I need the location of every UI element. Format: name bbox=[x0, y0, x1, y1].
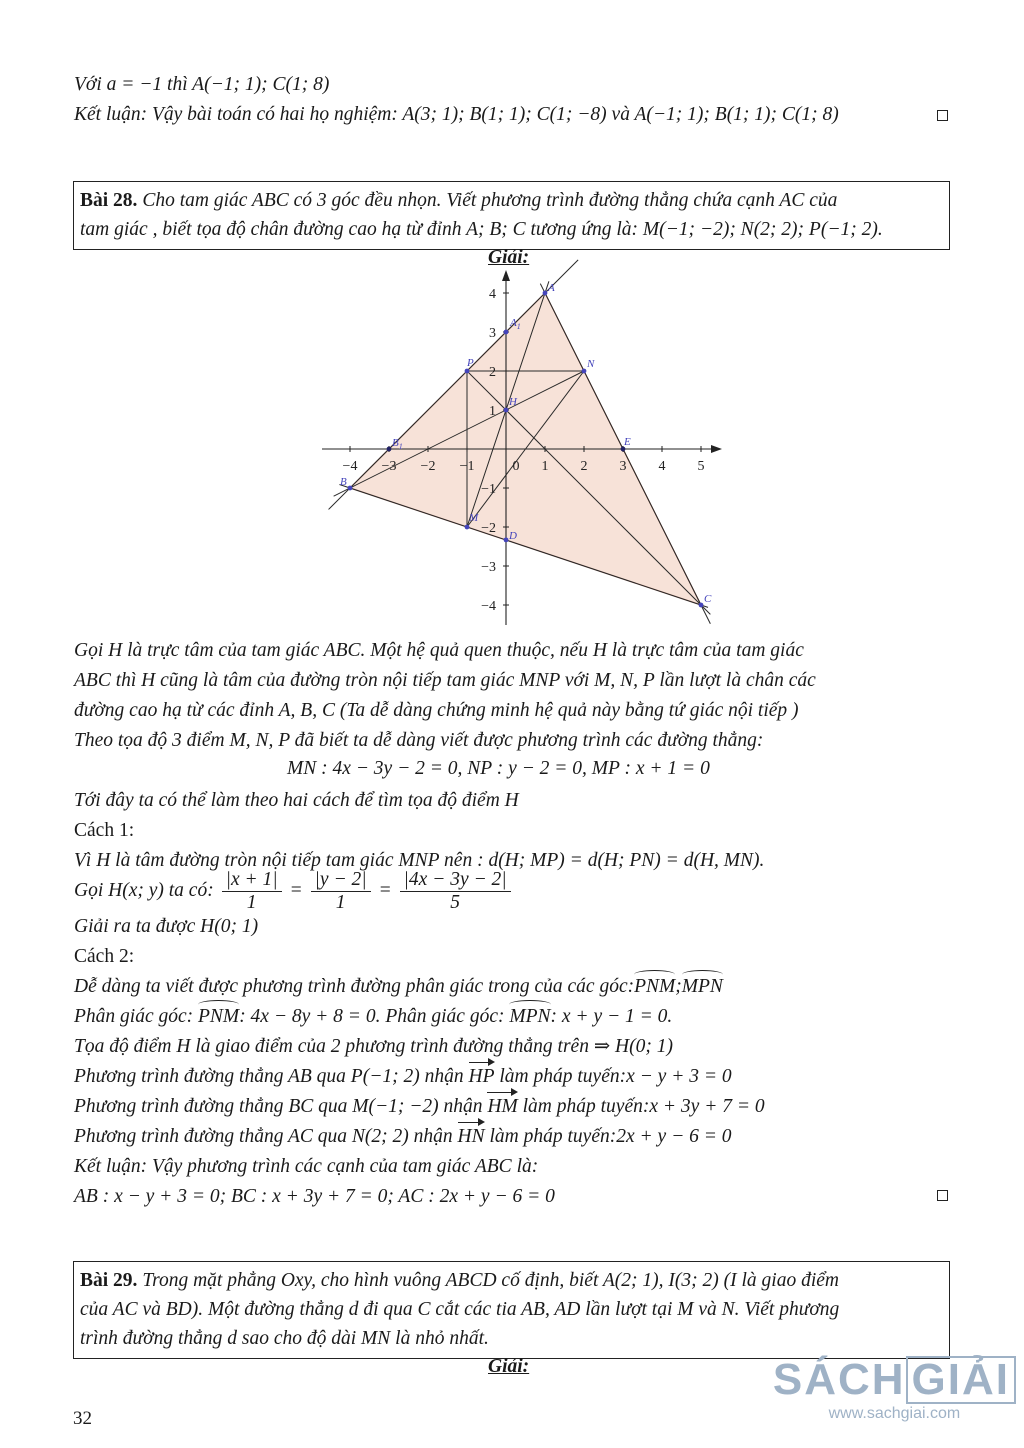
x-axis-arrow bbox=[711, 445, 722, 453]
watermark-url: www.sachgiai.com bbox=[828, 1405, 961, 1422]
problem-29-text-1: Trong mặt phẳng Oxy, cho hình vuông ABCD cố định, biết A(2; 1), I(3; 2) (I là giao điểm bbox=[142, 1270, 839, 1291]
point-label-p: P bbox=[467, 357, 474, 369]
y-tick-label: −3 bbox=[481, 560, 496, 575]
angle-mpn: MPN bbox=[682, 974, 723, 1000]
method-1-result: Giải ra ta được H(0; 1) bbox=[74, 916, 259, 937]
point-label-e: E bbox=[624, 436, 631, 448]
method-intro: Tới đây ta có thể làm theo hai cách để tìm tọa độ điểm H bbox=[74, 790, 519, 811]
y-tick-label: 3 bbox=[489, 326, 496, 341]
solution-line-1: Gọi H là trực tâm của tam giác ABC. Một hệ quả quen thuộc, nếu H là trực tâm của tam giác bbox=[74, 640, 804, 661]
x-tick-label: 5 bbox=[697, 459, 705, 474]
problem-29-box bbox=[73, 1261, 950, 1359]
problem-29-text-2: của AC và BD). Một đường thẳng d đi qua C cắt các tia AB, AD lần lượt tại M và N. Viết phương bbox=[80, 1299, 840, 1320]
y-tick-label: 1 bbox=[489, 404, 496, 419]
x-tick-label: −3 bbox=[381, 459, 397, 474]
point-a1 bbox=[504, 330, 509, 335]
vector-hn: HN bbox=[458, 1124, 485, 1150]
x-tick-label: 1 bbox=[541, 459, 549, 474]
final-answer: AB : x − y + 3 = 0; BC : x + 3y + 7 = 0; AC : 2x + y − 6 = 0 bbox=[74, 1186, 555, 1207]
angle-pnm: PNM bbox=[198, 1004, 239, 1030]
solution-29-heading: Giải: bbox=[488, 1356, 530, 1377]
point-label-h: H bbox=[509, 396, 517, 408]
method-2-bisectors: Phân giác góc: PNM: 4x − 8y + 8 = 0. Phân giác góc: MPN: x + y − 1 = 0. bbox=[74, 1004, 672, 1030]
intro-line-1: Với a = −1 thì A(−1; 1); C(1; 8) bbox=[74, 74, 330, 95]
watermark-logo bbox=[773, 1355, 1016, 1423]
fraction-3: $\frac{|4x - 3y - 2|}{5}$ bbox=[400, 869, 511, 914]
y-tick-label: −4 bbox=[481, 599, 496, 614]
point-c bbox=[699, 603, 704, 608]
point-label-b: B bbox=[340, 476, 347, 488]
point-b bbox=[348, 486, 353, 491]
line-equations: MN : 4x − 3y − 2 = 0, NP : y − 2 = 0, MP : x + 1 = 0 bbox=[287, 758, 710, 779]
line-ac-equation: Phương trình đường thẳng AC qua N(2; 2) nhận HN làm pháp tuyến:2x + y − 6 = 0 bbox=[74, 1124, 732, 1150]
fraction-2: $\frac{|y - 2|}{1}$ bbox=[311, 869, 371, 914]
conclusion-line: Kết luận: Vậy phương trình các cạnh của tam giác ABC là: bbox=[74, 1156, 539, 1177]
y-tick-label: −1 bbox=[481, 482, 496, 497]
point-a bbox=[543, 291, 548, 296]
problem-29-text-3: trình đường thẳng d sao cho độ dài MN là nhỏ nhất. bbox=[80, 1328, 489, 1349]
vector-hp: HP bbox=[469, 1064, 495, 1090]
line-bc-equation: Phương trình đường thẳng BC qua M(−1; −2) nhận HM làm pháp tuyến:x + 3y + 7 = 0 bbox=[74, 1094, 765, 1120]
method-1-fraction-line bbox=[74, 869, 514, 914]
method-2-title: Cách 2: bbox=[74, 946, 135, 967]
vector-hm: HM bbox=[487, 1094, 517, 1120]
intro-line-2: Kết luận: Vậy bài toán có hai họ nghiệm: A(3; 1); B(1; 1); C(1; −8) và A(−1; 1); B(1; 1); C(1; 8) bbox=[74, 104, 839, 125]
angle-mpn: MPN bbox=[509, 1004, 550, 1030]
point-n bbox=[582, 369, 587, 374]
method-1-line-1: Vì H là tâm đường tròn nội tiếp tam giác MNP nên : d(H; MP) = d(H; PN) = d(H, MN). bbox=[74, 850, 765, 871]
problem-28-text-2: tam giác , biết tọa độ chân đường cao hạ từ đỉnh A; B; C tương ứng là: M(−1; −2); N(2; 2); P(−1; 2). bbox=[80, 219, 883, 240]
point-label-d: D bbox=[509, 529, 517, 542]
point-b1 bbox=[387, 447, 392, 452]
x-tick-label: 4 bbox=[658, 459, 666, 474]
equals-sign: = bbox=[289, 879, 303, 901]
point-label-c: C bbox=[704, 593, 712, 605]
angle-pnm: PNM bbox=[634, 974, 675, 1000]
y-tick-label: 2 bbox=[489, 365, 496, 380]
problem-28-label: Bài 28. bbox=[80, 190, 138, 211]
point-m bbox=[465, 525, 470, 530]
point-label-a: A bbox=[548, 282, 555, 294]
point-p bbox=[465, 369, 470, 374]
point-label-b1: $B_1$ bbox=[392, 437, 403, 451]
x-tick-label: 2 bbox=[580, 459, 588, 474]
solution-line-3: đường cao hạ từ các đỉnh A, B, C (Ta dễ dàng chứng minh hệ quả này bằng tứ giác nội tiếp ) bbox=[74, 700, 799, 721]
y-tick-label: −2 bbox=[481, 521, 496, 536]
y-tick-label: 4 bbox=[489, 287, 496, 302]
point-label-m: M bbox=[469, 512, 479, 524]
point-d bbox=[504, 537, 509, 542]
point-label-a1: $A_1$ bbox=[510, 317, 521, 331]
point-h bbox=[504, 408, 509, 413]
method-1-title: Cách 1: bbox=[74, 820, 135, 841]
x-tick-label: −2 bbox=[420, 459, 436, 474]
x-tick-label: 3 bbox=[619, 459, 627, 474]
equals-sign: = bbox=[378, 879, 392, 901]
watermark-box: GIẢI bbox=[906, 1356, 1016, 1404]
solution-line-2: ABC thì H cũng là tâm của đường tròn nội tiếp tam giác MNP với M, N, P lần lượt là chân các bbox=[74, 670, 816, 691]
x-tick-label: −1 bbox=[459, 459, 475, 474]
solution-28-heading: Giải: bbox=[488, 247, 530, 268]
problem-28-text-1: Cho tam giác ABC có 3 góc đều nhọn. Viết phương trình đường thẳng chứa cạnh AC của bbox=[142, 190, 838, 211]
qed-symbol bbox=[937, 1190, 948, 1201]
x-tick-label: −4 bbox=[342, 459, 358, 474]
method-2-line-1: Dễ dàng ta viết được phương trình đường phân giác trong của các góc:PNM;MPN bbox=[74, 974, 723, 1000]
solution-line-4: Theo tọa độ 3 điểm M, N, P đã biết ta dễ dàng viết được phương trình các đường thẳng: bbox=[74, 730, 764, 751]
x-tick-label: 0 bbox=[512, 459, 520, 474]
line-ab-equation: Phương trình đường thẳng AB qua P(−1; 2) nhận HP làm pháp tuyến:x − y + 3 = 0 bbox=[74, 1064, 732, 1090]
point-label-n: N bbox=[587, 358, 595, 370]
y-axis-arrow bbox=[502, 270, 510, 281]
problem-29-label: Bài 29. bbox=[80, 1270, 138, 1291]
fraction-1: $\frac{|x + 1|}{1}$ bbox=[222, 869, 282, 914]
fraction-prefix: Gọi H(x; y) ta có: bbox=[74, 879, 214, 901]
watermark-text: SÁCH bbox=[772, 1355, 906, 1404]
page-number: 32 bbox=[73, 1408, 92, 1429]
method-2-h-point: Tọa độ điểm H là giao điểm của 2 phương trình đường thẳng trên ⇒ H(0; 1) bbox=[74, 1036, 673, 1057]
